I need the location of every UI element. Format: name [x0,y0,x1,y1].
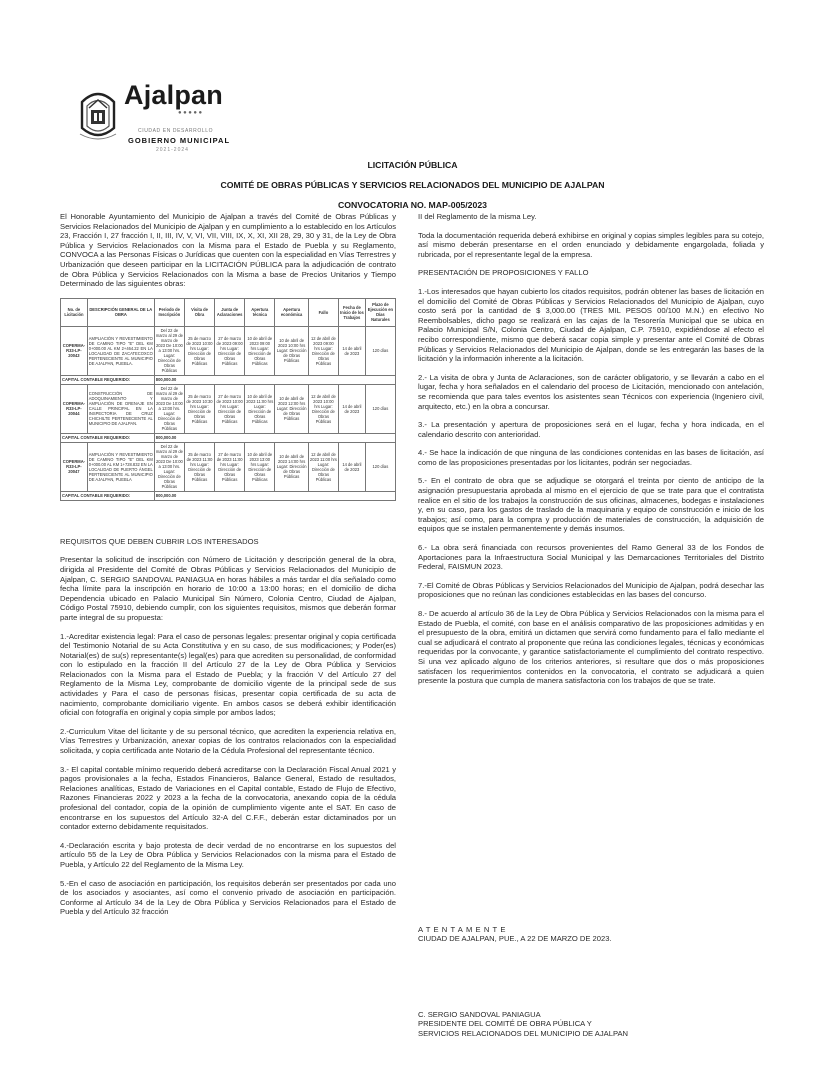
signer-role-line1: PRESIDENTE DEL COMITÉ DE OBRA PÚBLICA Y [418,1019,592,1029]
table-capital-row [61,433,396,442]
capital-value: 800,000.00 [154,491,395,500]
signer-name: C. SERGIO SANDOVAL PANIAGUA [418,1010,541,1019]
signature-signer [418,1010,764,1038]
signature-closing [418,925,764,944]
header-cell: Apertura técnica [245,298,275,326]
crest-icon [78,84,118,144]
document-titles [60,155,765,215]
continuation-text: II del Reglamento de la misma Ley. [418,212,537,221]
logo-tagline: CIUDAD EN DESARROLLO [138,128,214,134]
cell-technical: 10 de abril de 2023 13:00 hrs Lugar: Dirección de Obras Públicas [245,442,275,491]
table-row [61,384,396,433]
header-cell: Apertura económica [275,298,309,326]
header-cell: Fallo [308,298,338,326]
cell-term: 120 días [365,384,395,433]
cell-visit: 25 de marzo de 2023 10:00 hrs Lugar: Dirección de Obras Públicas [184,326,214,375]
logo-period: 2021-2024 [156,147,189,153]
left-column [60,212,396,926]
header-cell: No. de Licitación [61,298,88,326]
cell-ruling: 12 de abril de 2023 09:00 hrs Lugar: Dirección de Obras Públicas [308,326,338,375]
cell-code: COPERMA-R33-LP-20044 [61,384,88,433]
proposal-2: 2.- La visita de obra y Junta de Aclaraciones, son de carácter obligatorio, y se llevarán a cabo en el lugar, fecha y hora señalados en el calendario del proceso de Licitación, mencionado con antelación, se recomienda que para tales eventos los asistentes sean Técnicos con experiencia (Ingeniero civil, arquitecto, etc.) en la obra a concursar. [418,372,764,411]
cell-meeting: 27 de marzo de 2023 10:00 hrs Lugar: Dirección de Obras Públicas [215,384,245,433]
requirement-1: 1.-Acreditar existencia legal: Para el caso de personas legales: presentar original y copia certificada del Testimonio Notarial de su Acta Constitutiva y en su caso, de sus modificaciones; y Poder(es) Notarial(es) de su(s) representante(s) legal(es) para que acrediten su personalidad, de conformidad con lo estipulado en la fracción II del Artículo 27 de la Ley de Obra Pública y Servicios Relacionados con la Misma para el Estado de Puebla; y la fracción V del Artículo 27 del Reglamento de la Misma Ley, comprobante de domicilio vigente de la principal sede de sus actividades y Para el caso de personas físicas, presentar copia certificada de su acta de nacimiento, comprobante domiciliario vigente. En ambos casos se deberá exhibir identificación oficial con fotografía en original y copia simple por ambos lados; [60,631,396,718]
cell-economic: 10 de abril de 2023 12:00 hrs Lugar: Dirección de Obras Públicas [275,384,309,433]
header-cell: Visita de Obra [184,298,214,326]
cell-term: 120 días [365,442,395,491]
header-cell: Plazo de Ejecución en Días Naturales [365,298,395,326]
header-cell: Junta de Aclaraciones [215,298,245,326]
table-row [61,442,396,491]
requirement-5: 5.-En el caso de asociación en participación, los requisitos deberán ser presentados por cada uno de los asociados y asociantes, así como el convenio privado de asociación en participación. Conforme al Artículo 34 de la Ley de Obra Pública y Servicios Relacionados para el Estado de Puebla y del Artículo 32 fracción [60,878,396,917]
capital-label: CAPITAL CONTABLE REQUERIDO: [61,375,155,384]
requirements-heading: REQUISITOS QUE DEBEN CUBRIR LOS INTERESADOS [60,536,259,546]
place-date: CIUDAD DE AJALPAN, PUE., A 22 DE MARZO DE 2023. [418,934,612,944]
cell-inscription: Del 22 de marzo al 29 de marzo de 2023 De 10:00 a 13:00 hrs. Lugar: Dirección de Obras Públicas [155,328,183,374]
cell-ruling: 12 de abril de 2023 11:00 hrs Lugar: Dirección de Obras Públicas [308,442,338,491]
proposals-heading: PRESENTACIÓN DE PROPOSICIONES Y FALLO [418,268,589,278]
requirement-3: 3.- El capital contable mínimo requerido deberá acreditarse con la Declaración Fiscal Anual 2021 y pagos provisionales a la fecha, Estados Financieros, Balance General, Estado de resultados, Relaciones analíticas, Estado de Variaciones en el Capital contable, Estado de Flujo de Efectivo, Razones Financieras 2022 y 2023 a la fecha de la convocatoria, anexando copia de la cédula profesional del contador, copia de la opinión de cumplimiento vigente ante el SAT. En caso de encontrarse en los supuestos del Artículo 32-A del C.F.F., deberán estar dictaminados por un contador externo debidamente requisitados. [60,764,396,832]
logo-government: GOBIERNO MUNICIPAL [128,136,231,145]
cell-term: 120 días [365,326,395,375]
cell-meeting: 27 de marzo de 2023 11:00 hrs Lugar: Dirección de Obras Públicas [215,442,245,491]
title-licitacion: LICITACIÓN PÚBLICA [367,160,458,170]
capital-label: CAPITAL CONTABLE REQUERIDO: [61,491,155,500]
documentation-paragraph: Toda la documentación requerida deberá exhibirse en original y copias simples legibles para su cotejo, así mismo deberán presentarse en el orden enunciado y debidamente engargolada, foliada y rubricada, por el representante legal de la empresa. [418,230,764,259]
table-capital-row [61,491,396,500]
table-header-row [61,298,396,326]
capital-value: 800,000.00 [154,375,395,384]
header-cell: Fecha de Inicio de los Trabajos [339,298,366,326]
proposal-4: 4.- Se hace la indicación de que ninguna de las condiciones contenidas en las bases de licitación, así como de las proposiciones presentadas por los licitantes, podrán ser negociadas. [418,448,764,467]
cell-inscription: Del 22 de marzo al 29 de marzo de 2023 De 10:00 a 13:00 hrs. Lugar: Dirección de Obras Públicas [155,444,183,490]
table-row [61,326,396,375]
cell-inscription: Del 22 de marzo al 29 de marzo de 2023 De 10:00 a 13:00 hrs. Lugar: Dirección de Obras Públicas [155,386,183,432]
cell-economic: 10 de abril de 2023 10:00 hrs Lugar: Dirección de Obras Públicas [275,326,309,375]
table-capital-row [61,375,396,384]
closing-word: ATENTAMENTE [418,925,509,934]
cell-start: 14 de abril de 2023 [339,442,366,491]
proposal-1: 1.-Los interesados que hayan cubierto los citados requisitos, podrán obtener las bases de licitación en el domicilio del Comité de Obras Públicas y Servicios Relacionados del Municipio de Ajalpan, cuyo costo será por la cantidad de $ 3,000.00 (TRES MIL PESOS 00/100 M.N.) en efectivo No Reembolsables, dicho pago se realizará en las cajas de la Tesorería Municipal que se ubica en Palacio Municipal S/N, Colonia Centro, Ciudad de Ajalpan, C.P. 75910, expidiéndose al efecto el recibo correspondiente, mismo que deberá sacar copia simple y presentar ante el Comité de Obras Públicas y Servicios Relacionados del Municipio de Ajalpan, donde se les entregarán las bases de la licitación y la información inherente a la licitación. [418,286,764,364]
cell-technical: 10 de abril de 2023 09:00 hrs Lugar: Dirección de Obras Públicas [245,326,275,375]
cell-visit: 25 de marzo de 2023 11:00 hrs Lugar: Dirección de Obras Públicas [184,442,214,491]
cell-description: AMPLIACIÓN Y REVESTIMIENTO DE CAMINO TIPO "E" DEL KM 0+000.00 AL KM 2+464.22 EN LA LOCALIDAD DE ZACATECOXCO PERTENECIENTE AL MUNICIPIO DE AJALPAN, PUEBLA. [87,326,154,375]
signer-role-line2: SERVICIOS RELACIONADOS DEL MUNICIPIO DE AJALPAN [418,1028,629,1038]
cell-start: 14 de abril de 2023 [339,384,366,433]
header-cell: Periodo de Inscripción [154,298,184,326]
cell-economic: 10 de abril de 2023 14:00 hrs Lugar: Dirección de Obras Públicas [275,442,309,491]
cell-description: CONSTRUCCIÓN DE ADOQUINAMIENTO Y AMPLIACIÓN DE DRENAJE EN CALLE PRINCIPAL EN LA INSPECTORIA DE CRUZ CHICHILTE PERTENECIENTE AL MUNICIPIO DE AJALPAN. [87,384,154,433]
title-comite: COMITÉ DE OBRAS PÚBLICAS Y SERVICIOS RELACIONADOS DEL MUNICIPIO DE AJALPAN [220,180,605,190]
requirement-2: 2.-Curriculum Vitae del licitante y de su personal técnico, que acrediten la experiencia relativa en, Vías Terrestres y Urbanización, anexar copias de los contratos relacionados con la especialidad solicitada, y copia certificada ante Notario de la Cédula Profesional del representante técnico. [60,726,396,756]
requirements-intro: Presentar la solicitud de inscripción con Número de Licitación y descripción general de la obra, dirigida al Presidente del Comité de Obras Públicas y Servicios Relacionados del Municipio de Ajalpan, C. SERGIO SANDOVAL PANIAGUA en horas hábiles a más tardar el día señalado como fecha límite para la inscripción en horario de 10:00 a 13:00 horas; en el domicilio de dicha Dependencia ubicado en Palacio Municipal Sin Número, Colonia Centro, Ciudad de Ajalpan, Código Postal 75910, debiendo cumplir, con los siguientes requisitos, mismos que deberán formar parte integral de su propuesta: [60,555,396,622]
capital-value: 800,000.00 [154,433,395,442]
municipal-logo [78,80,248,160]
right-column [418,212,764,695]
cell-start: 14 de abril de 2023 [339,326,366,375]
cell-meeting: 27 de marzo de 2023 09:00 hrs Lugar: Dirección de Obras Públicas [215,326,245,375]
proposal-3: 3.- La presentación y apertura de proposiciones será en el lugar, fecha y hora indicada, en el calendario descrito con anterioridad. [418,420,764,439]
cell-description: AMPLIACIÓN Y REVESTIMIENTO DE CAMINO TIPO "E" DEL KM 0+000.00 AL KM 1+728.832 EN LA LOCALIDAD DE PUERTO ÁNGEL PERTENECIENTE AL MUNICIPIO DE AJALPAN, PUEBLA [87,442,154,491]
cell-code: COPERMA-R33-LP-20047 [61,442,88,491]
requirement-4: 4.-Declaración escrita y bajo protesta de decir verdad de no encontrarse en los supuestos del artículo 55 de la Ley de Obra Pública y Servicios Relacionados con la misma para el Estado de Puebla, y Artículo 22 del Reglamento de la Misma Ley. [60,840,396,869]
works-table [60,298,396,501]
capital-label: CAPITAL CONTABLE REQUERIDO: [61,433,155,442]
cell-code: COPERMA-R33-LP-20043 [61,326,88,375]
proposal-8: 8.- De acuerdo al artículo 36 de la Ley de Obra Pública y Servicios Relacionados con la misma para el Estado de Puebla, el comité, con base en el análisis comparativo de las proposiciones admitidas y en el presupuesto de la obra, emitirá un dictamen que servirá como fundamento para el fallo mediante el cual se adjudicará el contrato al proponente que reúna las condiciones legales, técnicas y económicas requeridas por la convocante, y garantice satisfactoriamente el cumplimiento del contrato respectivo. Si una vez aplicado alguno de los criterios anteriores, si resultare que dos o más proposiciones satisfacen los requerimientos contenidos en la convocatoria, el contrato se adjudicará a quien presente la postura que cumpla de manera satisfactoria con los trabajos de que se trate. [418,609,764,686]
title-convocatoria: CONVOCATORIA NO. MAP-005/2023 [337,200,487,210]
proposal-6: 6.- La obra será financiada con recursos provenientes del Ramo General 33 de los Fondos de Aportaciones para la Infraestructura Social Municipal y las Demarcaciones Territoriales del Distrito Federal, FAISMUN 2023. [418,543,764,572]
proposal-7: 7.-El Comité de Obras Públicas y Servicios Relacionados del Municipio de Ajalpan, podrá desechar las proposiciones que no reúnan las condiciones establecidas en las bases del concurso. [418,580,764,600]
cell-visit: 25 de marzo de 2023 10:30 hrs Lugar: Dirección de Obras Públicas [184,384,214,433]
intro-paragraph: El Honorable Ayuntamiento del Municipio de Ajalpan a través del Comité de Obras Públicas y Servicios Relacionados del Municipio de Ajalpan y en cumplimiento a lo establecido en los Artículos 23, Fracción I, 27 fracción I, II, III, IV, V, VI, VII, VIII, IX, X, XI, XII 28, 29, 30 y 31, de la Ley de Obra Pública y Servicios Relacionados con la Misma para el Estado de Puebla y su Reglamento, CONVOCA a las Personas Físicas o Jurídicas que cuenten con la especialidad en Vías Terrestres y Urbanización que deseen participar en la LICITACIÓN PÚBLICA para la adjudicación de contrato de Obra Pública y Servicios Relacionados con la Misma a base de Precios Unitarios y Tiempo Determinado de las siguientes obras: [60,212,396,289]
proposal-5: 5.- En el contrato de obra que se adjudique se otorgará el treinta por ciento de anticipo de la asignación presupuestaria aprobada al mismo en el ejercicio de que se trate para que el contratista realice en el sitio de los trabajos la construcción de sus oficinas, almacenes, bodegas e instalaciones y, en su caso, para los gastos de traslado de la maquinaria y equipo de construcción e inicio de los trabajos; así como, para la compra y producción de materiales de construcción, la adquisición de equipos que se instalen permanentemente y demás insumos. [418,476,764,534]
header-cell: DESCRIPCIÓN GENERAL DE LA OBRA [87,298,154,326]
cell-technical: 10 de abril de 2023 11:00 hrs Lugar: Dirección de Obras Públicas [245,384,275,433]
logo-dots: ●●●●● [178,110,204,116]
cell-ruling: 12 de abril de 2023 10:00 hrs Lugar: Dirección de Obras Públicas [308,384,338,433]
logo-title: Ajalpan [124,80,223,110]
